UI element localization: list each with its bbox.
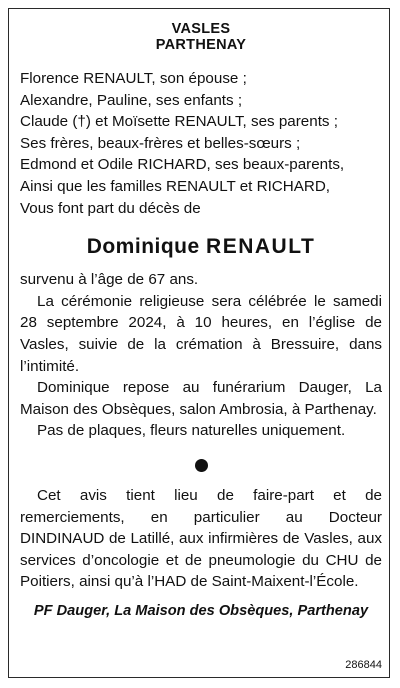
family-line: Vous font part du décès de [20, 199, 201, 217]
town-vasles: VASLES [171, 21, 231, 37]
separator [20, 457, 382, 473]
bullet-separator-icon [195, 459, 208, 472]
thanks-paragraph: Cet avis tient lieu de faire-part et de remerciements, en particulier au Docteur DINDINAUD de Latillé, aux infirmières de Vasles, aux services d’oncologie et de pneumologie du CHU de Poitiers, ainsi qu’à l’HAD de Saint-Maixent-l’École. [20, 486, 382, 591]
ceremony-paragraph: La cérémonie religieuse sera célébrée le samedi 28 septembre 2024, à 10 heures, en l’église de Vasles, suivie de la crémation à Bressuire, dans l’intimité. [20, 292, 382, 375]
deceased-first-name: Dominique [86, 235, 200, 259]
family-line: Edmond et Odile RICHARD, ses beaux-parents, [20, 156, 345, 174]
family-list [20, 68, 382, 219]
notice-header [20, 21, 382, 53]
repose-paragraph: Dominique repose au funérarium Dauger, La Maison des Obsèques, salon Ambrosia, à Parthenay. [20, 379, 382, 418]
reference-number: 286844 [345, 659, 382, 671]
obituary-notice [8, 8, 390, 678]
town-parthenay: PARTHENAY [155, 37, 247, 53]
family-line: Alexandre, Pauline, ses enfants ; [20, 91, 243, 109]
family-line: Ses frères, beaux-frères et belles-sœurs ; [20, 134, 301, 152]
flowers-paragraph: Pas de plaques, fleurs naturelles uniquement. [37, 422, 346, 440]
family-line: Claude (†) et Moïsette RENAULT, ses parents ; [20, 113, 338, 131]
notice-content [20, 21, 382, 622]
age-paragraph: survenu à l’âge de 67 ans. [20, 271, 199, 289]
deceased-name [20, 233, 382, 261]
deceased-last-name: RENAULT [206, 235, 316, 259]
funeral-home-signature: PF Dauger, La Maison des Obsèques, Parthenay [33, 602, 369, 619]
family-line: Florence RENAULT, son épouse ; [20, 70, 247, 87]
family-line: Ainsi que les familles RENAULT et RICHARD, [20, 177, 331, 195]
